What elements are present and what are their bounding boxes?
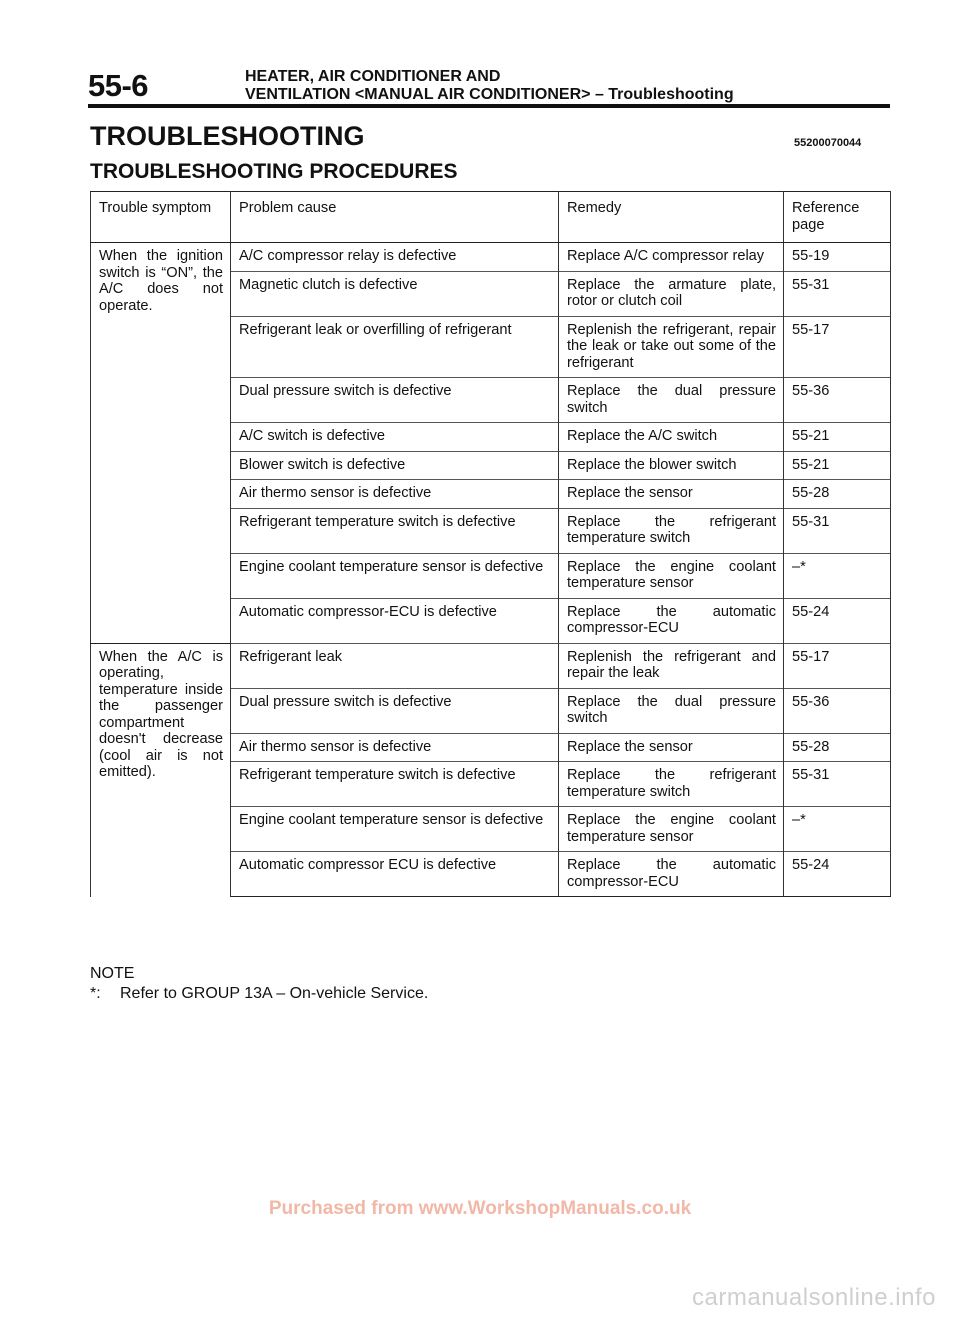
reference-page-cell: 55-28 bbox=[784, 480, 891, 509]
trouble-symptom-cell: When the ignition switch is “ON”, the A/C does not operate. bbox=[91, 243, 231, 644]
problem-cause-cell: Magnetic clutch is defective bbox=[231, 271, 559, 316]
problem-cause-cell: Dual pressure switch is defective bbox=[231, 688, 559, 733]
reference-page-cell: 55-36 bbox=[784, 378, 891, 423]
reference-page-cell: –* bbox=[784, 807, 891, 852]
reference-page-cell: 55-31 bbox=[784, 762, 891, 807]
reference-page-cell: 55-36 bbox=[784, 688, 891, 733]
reference-page-cell: 55-21 bbox=[784, 451, 891, 480]
problem-cause-cell: Automatic compressor-ECU is defective bbox=[231, 598, 559, 643]
reference-page-cell: 55-21 bbox=[784, 423, 891, 452]
header-reference-page: Reference page bbox=[784, 192, 891, 243]
remedy-cell: Replace the automatic compressor-ECU bbox=[559, 598, 784, 643]
section-subtitle: TROUBLESHOOTING PROCEDURES bbox=[90, 160, 458, 183]
remedy-cell: Replenish the refrigerant and repair the leak bbox=[559, 643, 784, 688]
problem-cause-cell: Engine coolant temperature sensor is defective bbox=[231, 807, 559, 852]
reference-page-cell: 55-24 bbox=[784, 598, 891, 643]
note-text: Refer to GROUP 13A – On-vehicle Service. bbox=[120, 985, 429, 1002]
problem-cause-cell: Refrigerant temperature switch is defective bbox=[231, 508, 559, 553]
table-body bbox=[91, 243, 891, 897]
problem-cause-cell: Air thermo sensor is defective bbox=[231, 733, 559, 762]
problem-cause-cell: Dual pressure switch is defective bbox=[231, 378, 559, 423]
note-marker: *: bbox=[90, 985, 101, 1002]
problem-cause-cell: Automatic compressor ECU is defective bbox=[231, 852, 559, 897]
remedy-cell: Replace the blower switch bbox=[559, 451, 784, 480]
remedy-cell: Replace the armature plate, rotor or clutch coil bbox=[559, 271, 784, 316]
reference-page-cell: 55-24 bbox=[784, 852, 891, 897]
note-heading: NOTE bbox=[90, 965, 135, 982]
problem-cause-cell: Engine coolant temperature sensor is defective bbox=[231, 553, 559, 598]
section-header-line-2: VENTILATION <MANUAL AIR CONDITIONER> – Troubleshooting bbox=[245, 86, 734, 103]
site-watermark: carmanualsonline.info bbox=[692, 1284, 936, 1311]
remedy-cell: Replace A/C compressor relay bbox=[559, 243, 784, 272]
remedy-cell: Replenish the refrigerant, repair the leak or take out some of the refrigerant bbox=[559, 316, 784, 378]
problem-cause-cell: A/C compressor relay is defective bbox=[231, 243, 559, 272]
reference-page-cell: 55-19 bbox=[784, 243, 891, 272]
table-header-row bbox=[91, 192, 891, 243]
remedy-cell: Replace the dual pressure switch bbox=[559, 688, 784, 733]
reference-page-cell: 55-28 bbox=[784, 733, 891, 762]
section-header bbox=[245, 68, 734, 104]
problem-cause-cell: Refrigerant leak bbox=[231, 643, 559, 688]
remedy-cell: Replace the dual pressure switch bbox=[559, 378, 784, 423]
reference-page-cell: 55-17 bbox=[784, 643, 891, 688]
document-code: 55200070044 bbox=[794, 137, 862, 149]
remedy-cell: Replace the sensor bbox=[559, 480, 784, 509]
header-divider bbox=[88, 104, 890, 108]
remedy-cell: Replace the A/C switch bbox=[559, 423, 784, 452]
table-row bbox=[91, 643, 891, 688]
problem-cause-cell: Air thermo sensor is defective bbox=[231, 480, 559, 509]
header-trouble-symptom: Trouble symptom bbox=[91, 192, 231, 243]
table-row bbox=[91, 243, 891, 272]
remedy-cell: Replace the engine coolant temperature sensor bbox=[559, 553, 784, 598]
remedy-cell: Replace the refrigerant temperature switch bbox=[559, 762, 784, 807]
remedy-cell: Replace the sensor bbox=[559, 733, 784, 762]
reference-page-cell: 55-31 bbox=[784, 271, 891, 316]
reference-page-cell: 55-31 bbox=[784, 508, 891, 553]
trouble-symptom-cell: When the A/C is operating, temperature inside the passenger compartment doesn't decrease (cool air is not emitted). bbox=[91, 643, 231, 897]
note-section bbox=[90, 964, 428, 1004]
remedy-cell: Replace the engine coolant temperature sensor bbox=[559, 807, 784, 852]
reference-page-cell: 55-17 bbox=[784, 316, 891, 378]
page-number: 55-6 bbox=[88, 68, 149, 103]
header-remedy: Remedy bbox=[559, 192, 784, 243]
remedy-cell: Replace the refrigerant temperature switch bbox=[559, 508, 784, 553]
remedy-cell: Replace the automatic compressor-ECU bbox=[559, 852, 784, 897]
problem-cause-cell: Refrigerant leak or overfilling of refrigerant bbox=[231, 316, 559, 378]
purchase-footer: Purchased from www.WorkshopManuals.co.uk bbox=[268, 1198, 692, 1219]
note-line bbox=[90, 984, 428, 1004]
troubleshooting-table bbox=[90, 191, 891, 897]
header-problem-cause: Problem cause bbox=[231, 192, 559, 243]
section-header-line-1: HEATER, AIR CONDITIONER AND bbox=[245, 68, 501, 85]
reference-page-cell: –* bbox=[784, 553, 891, 598]
problem-cause-cell: Blower switch is defective bbox=[231, 451, 559, 480]
page-title: TROUBLESHOOTING bbox=[90, 121, 365, 151]
problem-cause-cell: A/C switch is defective bbox=[231, 423, 559, 452]
problem-cause-cell: Refrigerant temperature switch is defective bbox=[231, 762, 559, 807]
